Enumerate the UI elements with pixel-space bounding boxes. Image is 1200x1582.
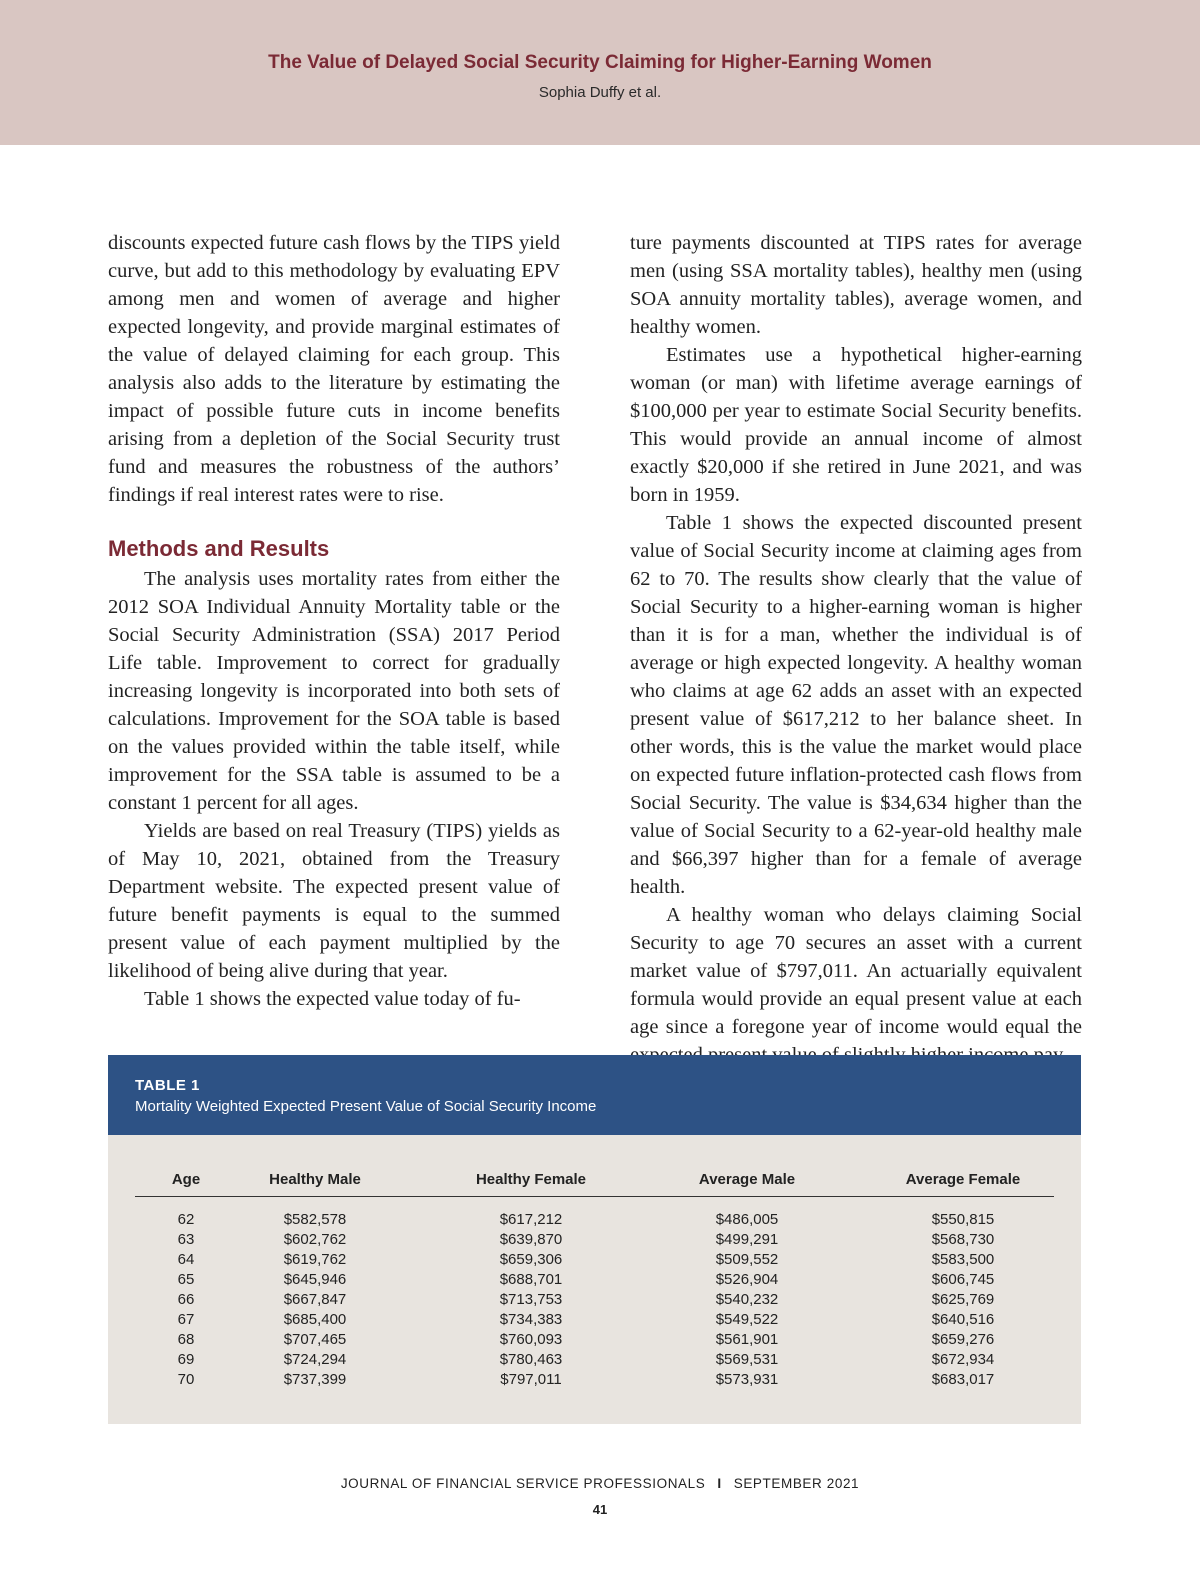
table-row xyxy=(135,1251,1054,1271)
paragraph: Estimates use a hypothetical higher-earning woman (or man) with lifetime average earnings of $100,000 per year to estimate Social Security benefits. This would provide an annual income of almost exactly $20,000 if she retired in June 2021, and was born in 1959. xyxy=(630,344,1082,506)
article-authors: Sophia Duffy et al. xyxy=(538,84,662,101)
cell-healthy-female: $780,463 xyxy=(499,1351,563,1368)
cell-average-female: $659,276 xyxy=(931,1331,995,1348)
cell-healthy-female: $760,093 xyxy=(499,1331,563,1348)
cell-healthy-male: $645,946 xyxy=(283,1271,347,1288)
cell-age: 65 xyxy=(177,1271,195,1288)
cell-age: 62 xyxy=(177,1211,195,1228)
cell-healthy-female: $639,870 xyxy=(499,1231,563,1248)
table-row xyxy=(135,1291,1054,1311)
column-header-average-female: Average Female xyxy=(905,1171,1021,1188)
table-row xyxy=(135,1331,1054,1351)
cell-healthy-male: $724,294 xyxy=(283,1351,347,1368)
cell-age: 63 xyxy=(177,1231,195,1248)
table-row xyxy=(135,1351,1054,1371)
left-column xyxy=(108,229,560,1013)
cell-healthy-female: $797,011 xyxy=(500,1371,562,1388)
right-column xyxy=(630,229,1082,1069)
cell-average-female: $683,017 xyxy=(931,1371,995,1388)
footer-journal-line xyxy=(0,1476,1200,1491)
page-number: 41 xyxy=(592,1502,608,1517)
table-row xyxy=(135,1231,1054,1251)
paragraph: Table 1 shows the expected value today of fu- xyxy=(144,988,521,1010)
section-heading: Methods and Results xyxy=(108,536,330,561)
table-column-headers xyxy=(135,1171,1054,1197)
issue-date: SEPTEMBER 2021 xyxy=(733,1476,860,1491)
table-1 xyxy=(108,1055,1081,1424)
cell-average-male: $569,531 xyxy=(715,1351,779,1368)
cell-age: 64 xyxy=(177,1251,195,1268)
column-header-healthy-male: Healthy Male xyxy=(269,1171,361,1188)
paragraph: A healthy woman who delays claiming Social Security to age 70 secures an asset with a current market value of $797,011. An actuarially equivalent formula would provide an equal present value at each age since a foregone year of income would equal the xyxy=(630,904,1082,1038)
table-header-band xyxy=(108,1055,1081,1135)
cell-average-male: $549,522 xyxy=(715,1311,779,1328)
table-body xyxy=(135,1211,1054,1391)
cell-age: 68 xyxy=(177,1331,195,1348)
cell-healthy-female: $713,753 xyxy=(499,1291,563,1308)
cell-average-female: $568,730 xyxy=(931,1231,995,1248)
running-header xyxy=(0,0,1200,145)
table-row xyxy=(135,1371,1054,1391)
cell-age: 69 xyxy=(177,1351,195,1368)
cell-average-male: $561,901 xyxy=(715,1331,779,1348)
cell-average-male: $526,904 xyxy=(715,1271,779,1288)
column-header-age: Age xyxy=(171,1171,201,1188)
cell-age: 66 xyxy=(177,1291,195,1308)
cell-healthy-female: $734,383 xyxy=(499,1311,563,1328)
table-label: TABLE 1 xyxy=(135,1077,200,1094)
table-row xyxy=(135,1311,1054,1331)
cell-average-female: $625,769 xyxy=(931,1291,995,1308)
cell-healthy-male: $619,762 xyxy=(283,1251,347,1268)
table-row xyxy=(135,1271,1054,1291)
paragraph: Table 1 shows the expected discounted present value of Social Security income at claiming ages from 62 to 70. The results show clearly that the value of Social Security to a higher-earning woman is higher than it is for a man, whether the individual is of average or high expected longevity. A healthy woman who claims at age 62 adds an asset with an expected present value of $617,212 to her balance sheet. In other words, this is the value the market would place on expected future inflation-protected cash flows from Social Security. The value is $34,634 higher than the value of Social Security to a 62-year-old healthy male and $66,397 higher than for a female of average health. xyxy=(630,512,1082,898)
cell-healthy-female: $617,212 xyxy=(499,1211,563,1228)
cell-average-female: $583,500 xyxy=(931,1251,995,1268)
cell-average-male: $486,005 xyxy=(715,1211,779,1228)
cell-age: 70 xyxy=(177,1371,195,1388)
paragraph: discounts expected future cash flows by the TIPS yield curve, but add to this methodology by evaluating EPV among men and women of average and higher expected longevity, and provide marginal estimates of the value of delayed claiming for each group. This analysis also adds to the literature by estimating the impact of possible future cuts in income benefits arising from a depletion of the Social Security trust fund and measures the robustness of the authors’ findings if real interest rates were to rise. xyxy=(108,232,560,506)
column-header-average-male: Average Male xyxy=(698,1171,796,1188)
cell-healthy-male: $685,400 xyxy=(283,1311,347,1328)
table-caption: Mortality Weighted Expected Present Value of Social Security Income xyxy=(135,1098,597,1115)
cell-average-male: $499,291 xyxy=(715,1231,779,1248)
cell-healthy-female: $659,306 xyxy=(499,1251,563,1268)
cell-average-male: $573,931 xyxy=(715,1371,779,1388)
cell-age: 67 xyxy=(177,1311,195,1328)
cell-healthy-female: $688,701 xyxy=(499,1271,563,1288)
cell-healthy-male: $737,399 xyxy=(283,1371,347,1388)
journal-name: JOURNAL OF FINANCIAL SERVICE PROFESSIONALS xyxy=(340,1476,706,1491)
paragraph: ture payments discounted at TIPS rates for average men (using SSA mortality tables), healthy men (using SOA annuity mortality tables), average women, and healthy women. xyxy=(630,232,1082,338)
paragraph: The analysis uses mortality rates from either the 2012 SOA Individual Annuity Mortality table or the Social Security Administration (SSA) 2017 Period Life table. Improvement to correct for gradually increasing longevity is incorporated into both sets of calculations. Improvement for the SOA table is based on the values provided within the table itself, while improvement for the SSA table is assumed to be a constant 1 percent for all ages. xyxy=(108,568,560,814)
cell-average-male: $509,552 xyxy=(715,1251,779,1268)
footer-separator: I xyxy=(717,1476,722,1491)
cell-average-female: $640,516 xyxy=(931,1311,995,1328)
cell-healthy-male: $707,465 xyxy=(283,1331,347,1348)
cell-healthy-male: $667,847 xyxy=(283,1291,347,1308)
cell-healthy-male: $582,578 xyxy=(283,1211,347,1228)
cell-average-male: $540,232 xyxy=(715,1291,779,1308)
cell-healthy-male: $602,762 xyxy=(283,1231,347,1248)
cell-average-female: $672,934 xyxy=(931,1351,995,1368)
cell-average-female: $606,745 xyxy=(931,1271,995,1288)
table-row xyxy=(135,1211,1054,1231)
column-header-healthy-female: Healthy Female xyxy=(475,1171,587,1188)
cell-average-female: $550,815 xyxy=(931,1211,995,1228)
paragraph: Yields are based on real Treasury (TIPS) yields as of May 10, 2021, obtained from the Treasury Department website. The expected present value of future benefit payments is equal to the summed present value of each payment multiplied by the likelihood of being alive during that year. xyxy=(108,820,560,982)
article-title: The Value of Delayed Social Security Claiming for Higher-Earning Women xyxy=(268,52,932,73)
